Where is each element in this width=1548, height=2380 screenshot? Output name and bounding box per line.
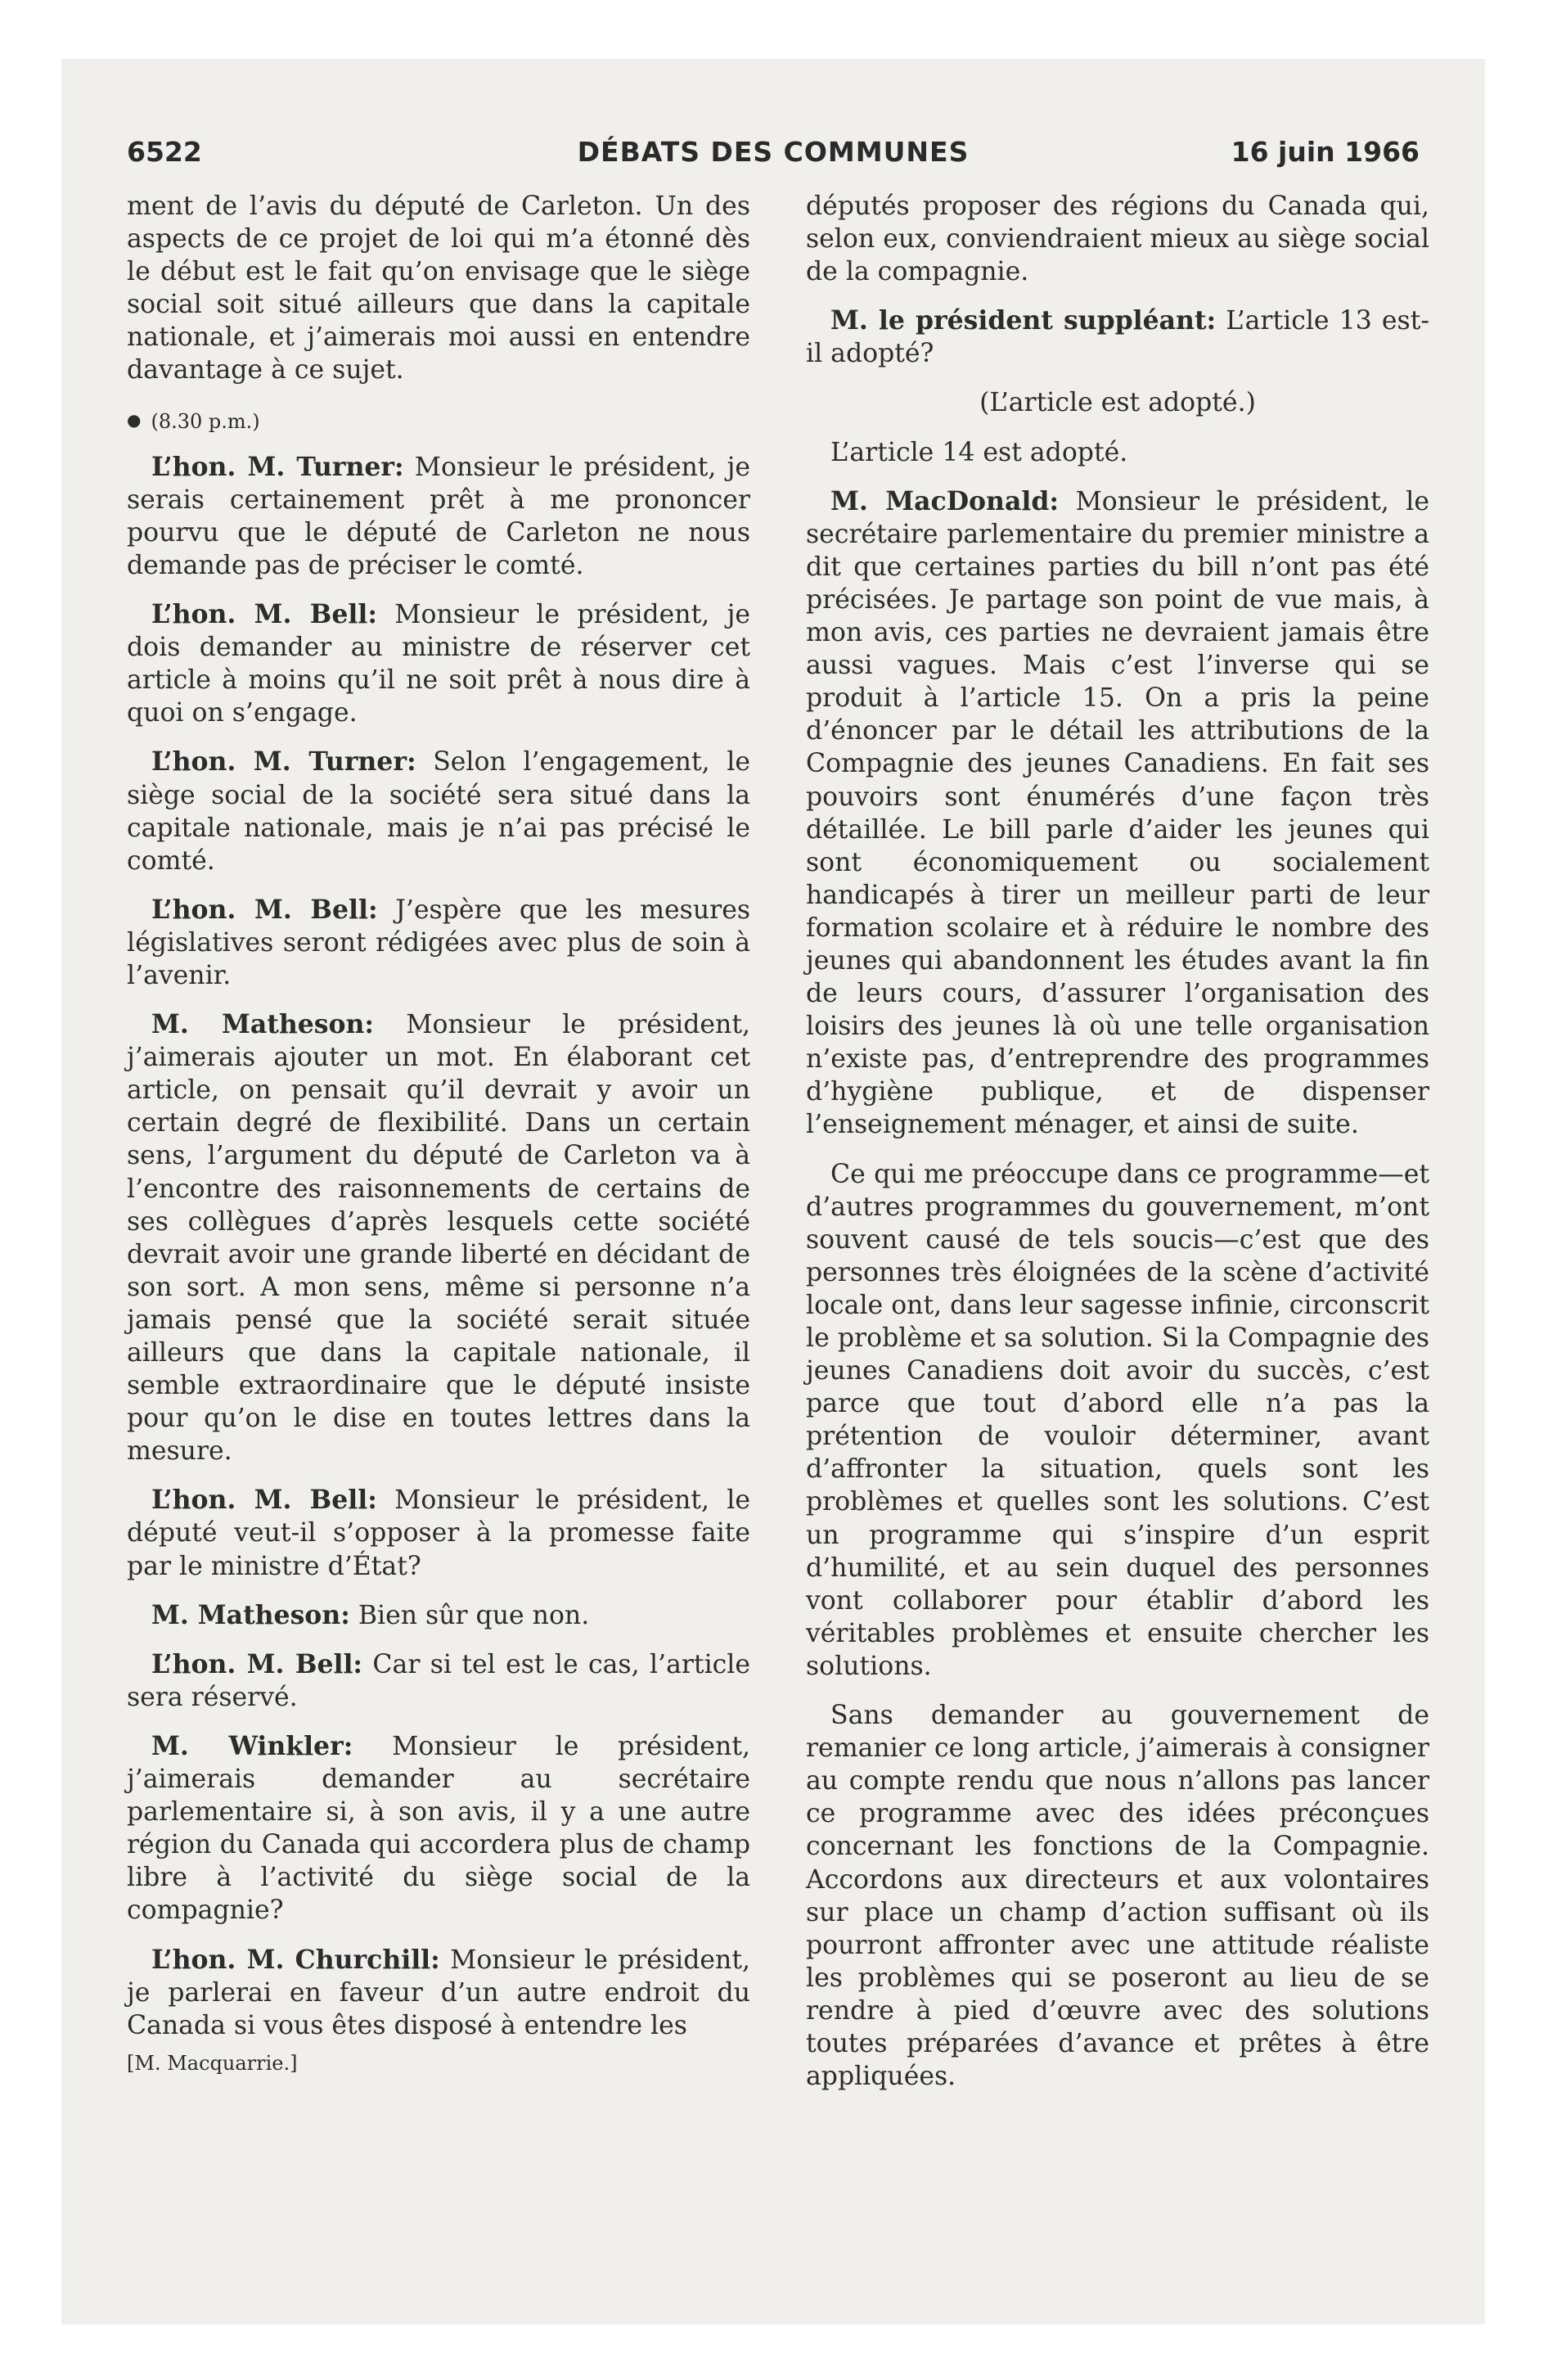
bullet-icon: ●: [127, 409, 142, 430]
page-date: 16 juin 1966: [1231, 136, 1420, 168]
paragraph: [127, 894, 750, 992]
paragraph: [127, 1599, 750, 1632]
speaker-name: M. MacDonald:: [830, 485, 1059, 516]
paragraph: [806, 304, 1429, 370]
page-header: [127, 124, 1420, 174]
paragraph: ment de l’avis du député de Carleton. Un des aspects de ce projet de loi qui m’a étonné dès le début est le fait qu’on envisage que le siège social soit situé ailleurs que dans la capitale nationale, et j’aimerais moi aussi en entendre davantage à ce sujet.: [127, 192, 750, 385]
speaker-name: L’hon. M. Turner:: [151, 451, 404, 482]
speaker-name: M. Matheson:: [151, 1599, 350, 1630]
speech-text: Monsieur le président, je parlerai en faveur d’un autre endroit du Canada si vous êtes disposé à entendre les: [127, 1945, 750, 2040]
speech-text: Selon l’engagement, le siège social de la société sera situé dans la capitale nationale, mais je n’ai pas précisé le comté.: [127, 747, 750, 876]
speaker-name: L’hon. M. Bell:: [151, 1485, 377, 1516]
paragraph: Sans demander au gouvernement de remanier ce long article, j’aimerais à consigner au compte rendu que nous n’allons pas lancer ce programme avec des idées préconçues concernant les fonctions de la Compagnie. Accordons aux directeurs et aux volontaires sur place un champ d’action suffisant où ils pourront affronter avec une attitude réaliste les problèmes qui se poseront au lieu de se rendre à pied d’œuvre avec des solutions toutes préparées d’avance et prêtes à être appliquées.: [806, 1701, 1429, 2092]
right-column: [806, 190, 1429, 2109]
time-marker-line: [127, 403, 750, 438]
paragraph: [127, 746, 750, 877]
paragraph: [127, 1008, 750, 1467]
paragraph: [127, 598, 750, 729]
paragraph: (L’article est adopté.): [979, 388, 1256, 418]
speech-text: Bien sûr que non.: [349, 1600, 590, 1630]
paragraph: [127, 1944, 750, 2042]
speaker-name: M. Matheson:: [151, 1009, 375, 1040]
paragraph: [127, 1648, 750, 1714]
left-column: [127, 190, 750, 2080]
speaker-name: L’hon. M. Bell:: [151, 599, 377, 630]
paragraph: [127, 1484, 750, 1582]
speaker-name: L’hon. M. Turner:: [151, 746, 416, 778]
paragraph: [127, 451, 750, 582]
speech-text: J’espère que les mesures législatives seront rédigées avec plus de soin à l’avenir.: [127, 895, 750, 990]
page-number: 6522: [127, 136, 202, 168]
speaker-name: M. le président suppléant:: [830, 305, 1217, 336]
paragraph: députés proposer des régions du Canada qui, selon eux, conviendraient mieux au siège social de la compagnie.: [806, 192, 1429, 287]
speech-text: Monsieur le président, je serais certainement prêt à me prononcer pourvu que le député de Carleton ne nous demande pas de préciser le comté.: [127, 452, 750, 580]
time-marker: (8.30 p.m.): [151, 409, 260, 433]
speech-text: Monsieur le président, le secrétaire parlementaire du premier ministre a dit que certaines parties du bill n’ont pas été précisées. Je partage son point de vue mais, à mon avis, ces parties ne devraient jamais être aussi vagues. Mais c’est l’inverse qui se produit à l’article 15. On a pris la peine d’énoncer par le détail les attributions de la Compagnie des jeunes Canadiens. En fait ses pouvoirs sont énumérés d’une façon très détaillée. Le bill parle d’aider les jeunes qui sont économiquement ou socialement handicapés à tirer un meilleur parti de leur formation scolaire et à réduire le nombre des jeunes qui abandonnent les études avant la fin de leurs cours, d’assurer l’organisation des loisirs des jeunes là où une telle organisation n’existe pas, d’entreprendre des programmes d’hygiène publique, et de dispenser l’enseignement ménager, et ainsi de suite.: [806, 486, 1429, 1140]
document-page: [61, 59, 1485, 2324]
speaker-name: M. Winkler:: [151, 1730, 353, 1761]
speech-text: Monsieur le président, j’aimerais ajouter un mot. En élaborant cet article, on pensait qu’il devrait y avoir un certain degré de flexibilité. Dans un certain sens, l’argument du député de Carleton va à l’encontre des raisonnements de certains de ses collègues d’après lesquels cette société devrait avoir une grande liberté en décidant de son sort. A mon sens, même si personne n’a jamais pensé que la société serait située ailleurs que dans la capitale nationale, il semble extraordinaire que le député insiste pour qu’on le dise en toutes lettres dans la mesure.: [127, 1010, 750, 1467]
speech-text: Monsieur le président, je dois demander au ministre de réserver cet article à moins qu’il ne soit prêt à nous dire à quoi on s’engage.: [127, 600, 750, 728]
paragraph: [127, 1730, 750, 1927]
speech-text: L’article 13 est-il adopté?: [806, 306, 1429, 369]
speech-text: Monsieur le président, j’aimerais demander au secrétaire parlementaire si, à son avis, il y a une autre région du Canada qui accordera plus de champ libre à l’activité du siège social de la compagnie?: [127, 1731, 750, 1926]
speaker-name: L’hon. M. Bell:: [151, 894, 378, 925]
speaker-name: L’hon. M. Churchill:: [151, 1944, 440, 1975]
paragraph: Ce qui me préoccupe dans ce programme—et d’autres programmes du gouvernement, m’ont souvent causé de tels soucis—c’est que des personnes très éloignées de la scène d’activité locale ont, dans leur sagesse infinie, circonscrit le problème et sa solution. Si la Compagnie des jeunes Canadiens doit avoir du succès, c’est parce que tout d’abord elle n’a pas la prétention de vouloir déterminer, avant d’affronter la situation, quels sont les problèmes et quelles sont les solutions. C’est un programme qui s’inspire d’un esprit d’humilité, et au sein duquel des personnes vont collaborer pour établir d’abord les véritables problèmes et ensuite chercher les solutions.: [806, 1159, 1430, 1681]
speaker-name: L’hon. M. Bell:: [151, 1648, 363, 1679]
paragraph: [806, 485, 1429, 1142]
speech-text: Monsieur le président, le député veut-il s’opposer à la promesse faite par le ministre d’État?: [127, 1485, 750, 1581]
paragraph: L’article 14 est adopté.: [830, 437, 1128, 467]
page-title: DÉBATS DES COMMUNES: [577, 136, 970, 168]
footnote: [M. Macquarrie.]: [127, 2051, 298, 2075]
speech-text: Car si tel est le cas, l’article sera réservé.: [127, 1649, 750, 1712]
